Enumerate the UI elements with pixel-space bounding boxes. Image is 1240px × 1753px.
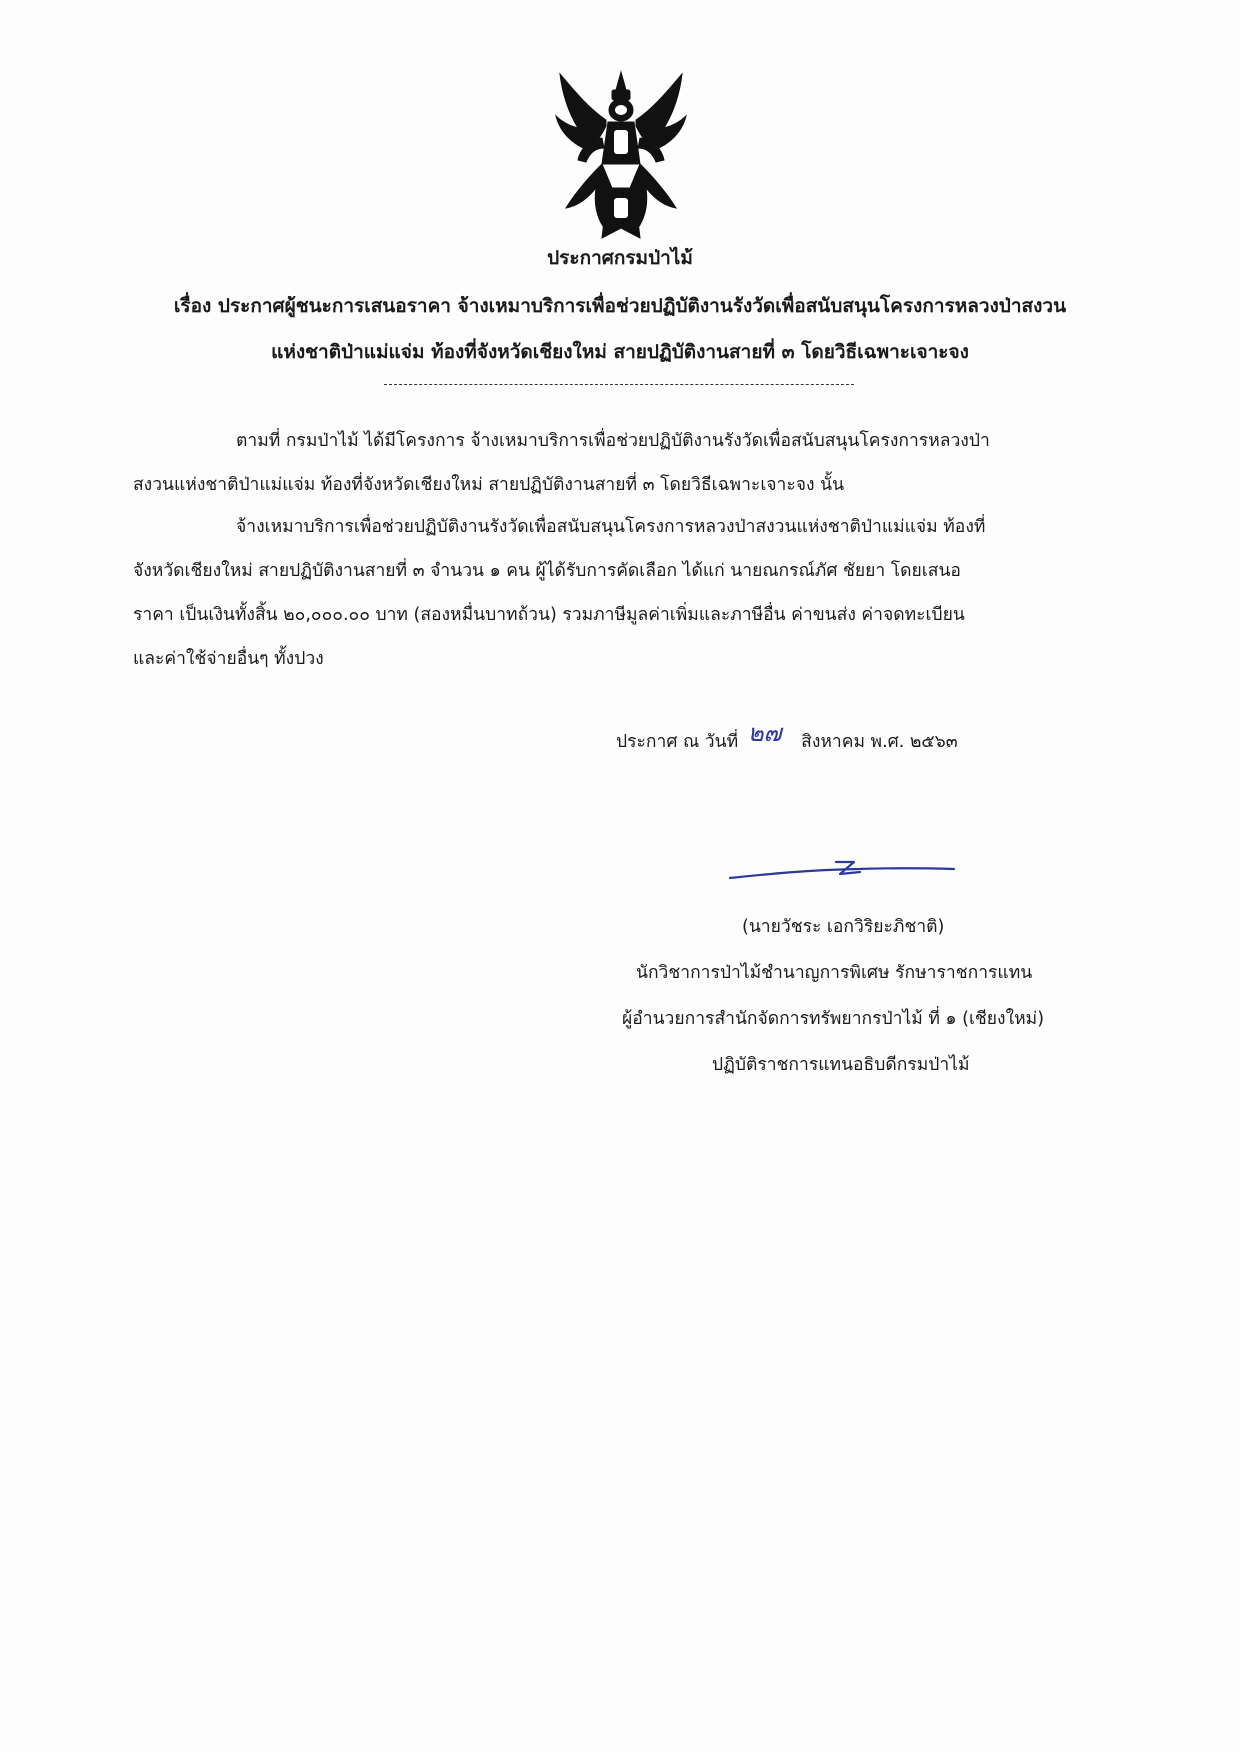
date-suffix: สิงหาคม พ.ศ. ๒๕๖๓	[801, 732, 958, 752]
subject-line-2: แห่งชาติป่าแม่แจ่ม ท้องที่จังหวัดเชียงใหม่ สายปฏิบัติงานสายที่ ๓ โดยวิธีเฉพาะเจาะจง	[271, 341, 969, 363]
paragraph-1-line-2: สงวนแห่งชาติป่าแม่แจ่ม ท้องที่จังหวัดเชียงใหม่ สายปฏิบัติงานสายที่ ๓ โดยวิธีเฉพาะเจาะจง นั้น	[133, 475, 845, 495]
dashed-divider	[384, 384, 854, 385]
signatory-position-2: ผู้อำนวยการสำนักจัดการทรัพยากรป่าไม้ ที่ ๑ (เชียงใหม่)	[622, 1009, 1045, 1029]
handwritten-signature	[728, 852, 956, 888]
signatory-position-1: นักวิชาการป่าไม้ชำนาญการพิเศษ รักษาราชการแทน	[636, 963, 1033, 983]
handwritten-day: ๒๗	[747, 719, 782, 747]
paragraph-1-line-1: ตามที่ กรมป่าไม้ ได้มีโครงการ จ้างเหมาบริการเพื่อช่วยปฏิบัติงานรังวัดเพื่อสนับสนุนโครงการหลวงป่า	[236, 431, 990, 451]
garuda-emblem-icon	[548, 68, 694, 244]
paragraph-2-line-2: จังหวัดเชียงใหม่ สายปฏิบัติงานสายที่ ๓ จำนวน ๑ คน ผู้ได้รับการคัดเลือก ได้แก่ นายณกรณ์ภัศ ชัยยา โดยเสนอ	[133, 561, 961, 581]
agency-title: ประกาศกรมป่าไม้	[547, 247, 693, 269]
paragraph-2-line-1: จ้างเหมาบริการเพื่อช่วยปฏิบัติงานรังวัดเพื่อสนับสนุนโครงการหลวงป่าสงวนแห่งชาติป่าแม่แจ่ม ท้องที่	[236, 517, 986, 537]
announcement-date	[616, 719, 958, 755]
paragraph-2-line-4: และค่าใช้จ่ายอื่นๆ ทั้งปวง	[133, 649, 324, 669]
paragraph-2-line-3: ราคา เป็นเงินทั้งสิ้น ๒๐,๐๐๐.๐๐ บาท (สองหมื่นบาทถ้วน) รวมภาษีมูลค่าเพิ่มและภาษีอื่น ค่าขนส่ง ค่าจดทะเบียน	[133, 605, 965, 625]
subject-line-1: เรื่อง ประกาศผู้ชนะการเสนอราคา จ้างเหมาบริการเพื่อช่วยปฏิบัติงานรังวัดเพื่อสนับสนุนโครงการหลวงป่าสงวน	[173, 295, 1067, 317]
signatory-name: (นายวัชระ เอกวิริยะภิชาติ)	[742, 917, 945, 937]
date-prefix: ประกาศ ณ วันที่	[616, 732, 739, 752]
signatory-position-3: ปฏิบัติราชการแทนอธิบดีกรมป่าไม้	[712, 1055, 970, 1075]
